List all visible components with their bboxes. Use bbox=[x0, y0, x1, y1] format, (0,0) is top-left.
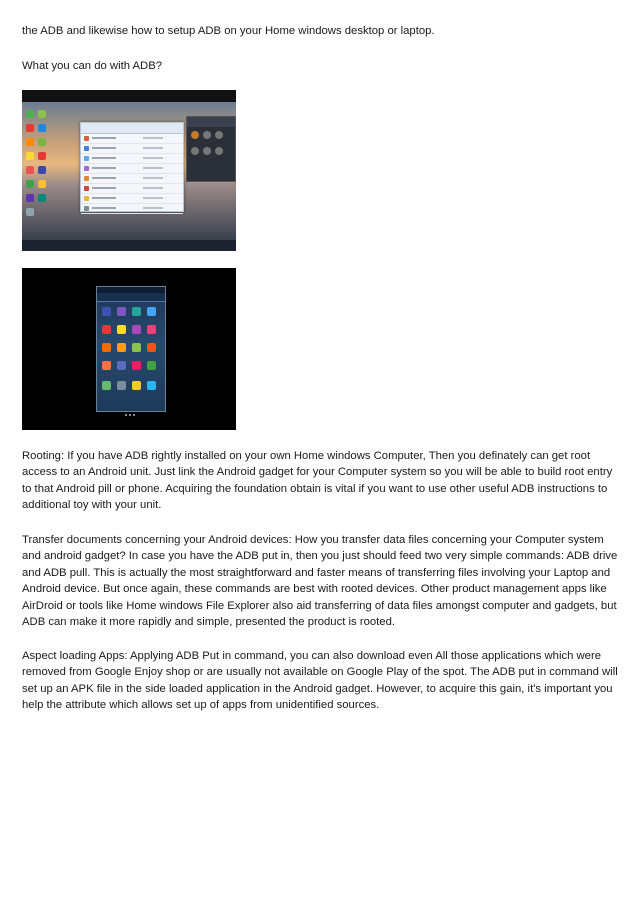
rooting-paragraph: Rooting: If you have ADB rightly installed on your own Home windows Computer, Then you definately can get root access to an Android unit. Just link the Android gadget for your Computer system so you will be able to build root entry to that Android pill or phone. Acquiring the foundation obtain is vital if you want to use other useful ADB instructions to additional toy with your unit. bbox=[22, 450, 613, 512]
intro-paragraph: the ADB and likewise how to setup ADB on your Home windows desktop or laptop. bbox=[22, 25, 435, 37]
phone-screenshot-image bbox=[22, 268, 236, 430]
side-loading-paragraph: Aspect loading Apps: Applying ADB Put in command, you can also download even All those applications which were removed from Google Enjoy shop or are usually not available on Google Play of the spot. The ADB put in command will set up an APK file in the side loaded application in the Android gadget. However, to acquire this gain, it's important you help the attribute which allows set up of apps from unidentified sources. bbox=[22, 650, 618, 712]
transfer-paragraph: Transfer documents concerning your Android devices: How you transfer data files concerning your Computer system and android gadget? In case you have the ADB put in, then you just should feed two very simple commands: ADB drive and ADB pull. This is actually the most straightforward and faster means of transferring files involving your Laptop and Android device. But once again, these commands are best with rooted devices. Other product management apps like AirDroid or tools like Home windows File Explorer also aid transferring of data files amongst computer and gadgets, but ADB can make it more rapidly and simple, presented the product is rooted. bbox=[22, 534, 618, 629]
desktop-screenshot-image bbox=[22, 90, 236, 251]
section-heading: What you can do with ADB? bbox=[22, 60, 163, 72]
